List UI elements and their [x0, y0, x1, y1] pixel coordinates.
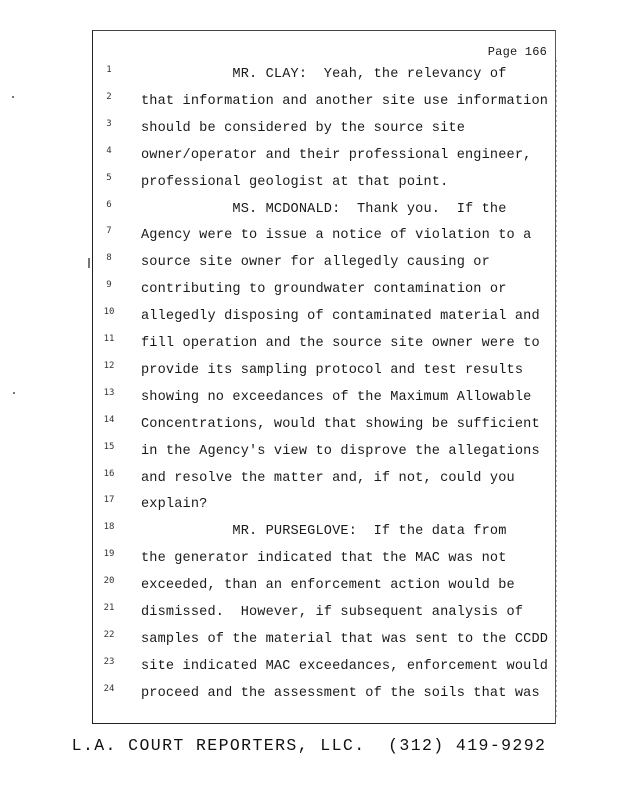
line-number: 2: [106, 91, 112, 102]
transcript-line: contributing to groundwater contamination or: [141, 282, 507, 298]
line-number: 11: [103, 334, 115, 344]
transcript-line: fill operation and the source site owner were to: [141, 336, 540, 351]
line-number: 23: [103, 656, 115, 667]
line-number: 12: [103, 360, 115, 371]
line-number: 10: [103, 307, 115, 318]
transcript-line: source site owner for allegedly causing or: [141, 255, 490, 271]
line-number: 9: [106, 280, 112, 291]
line-number: 7: [106, 226, 112, 237]
transcript-line: professional geologist at that point.: [141, 174, 449, 190]
transcript-line: MR. CLAY: Yeah, the relevancy of: [141, 67, 507, 82]
transcript-line: MS. MCDONALD: Thank you. If the: [141, 201, 507, 217]
line-number: 19: [103, 549, 115, 560]
reporter-footer: L.A. COURT REPORTERS, LLC. (312) 419-9292: [71, 736, 547, 755]
scan-speck: [88, 258, 90, 268]
line-number: 13: [103, 387, 115, 398]
line-number: 17: [103, 495, 115, 506]
transcript-line: should be considered by the source site: [141, 120, 465, 136]
transcript-line: Concentrations, would that showing be sufficient: [141, 416, 540, 432]
scan-speck: [13, 392, 15, 394]
line-number: 15: [103, 441, 115, 452]
transcript-line: MR. PURSEGLOVE: If the data from: [141, 524, 507, 540]
line-number: 20: [103, 576, 115, 587]
line-number: 1: [106, 65, 112, 75]
transcript-line: exceeded, than an enforcement action would be: [141, 578, 515, 594]
transcript-line: allegedly disposing of contaminated material and: [141, 309, 540, 325]
line-number: 4: [106, 145, 112, 156]
transcript-page: [92, 30, 556, 724]
line-number: 3: [106, 118, 112, 129]
line-number: 8: [106, 253, 112, 264]
transcript-line: in the Agency's view to disprove the allegations: [141, 443, 540, 459]
transcript-line: and resolve the matter and, if not, could you: [141, 470, 515, 486]
transcript-line: samples of the material that was sent to the CCDD: [141, 631, 549, 647]
line-number: 16: [103, 468, 115, 479]
transcript-line: that information and another site use information: [141, 93, 549, 109]
transcript-line: explain?: [141, 497, 208, 513]
transcript-line: proceed and the assessment of the soils that was: [141, 685, 540, 701]
transcript-line: dismissed. However, if subsequent analysis of: [141, 605, 524, 620]
transcript-line: Agency were to issue a notice of violation to a: [141, 228, 532, 244]
line-number: 18: [103, 522, 115, 533]
line-number: 14: [103, 414, 115, 425]
line-number: 6: [106, 199, 112, 210]
transcript-line: provide its sampling protocol and test results: [141, 362, 524, 378]
line-number: 5: [106, 172, 112, 183]
transcript-line: owner/operator and their professional engineer,: [141, 147, 532, 163]
line-number: 24: [103, 683, 115, 694]
transcript-line: site indicated MAC exceedances, enforcement would: [141, 658, 549, 674]
transcript-line: showing no exceedances of the Maximum Allowable: [141, 389, 532, 405]
page-number: Page 166: [487, 45, 547, 59]
scan-speck: [12, 96, 14, 98]
line-number: 22: [103, 629, 115, 640]
line-number: 21: [103, 603, 115, 613]
transcript-line: the generator indicated that the MAC was not: [141, 551, 507, 567]
scan-edge-artifact: [556, 60, 557, 720]
